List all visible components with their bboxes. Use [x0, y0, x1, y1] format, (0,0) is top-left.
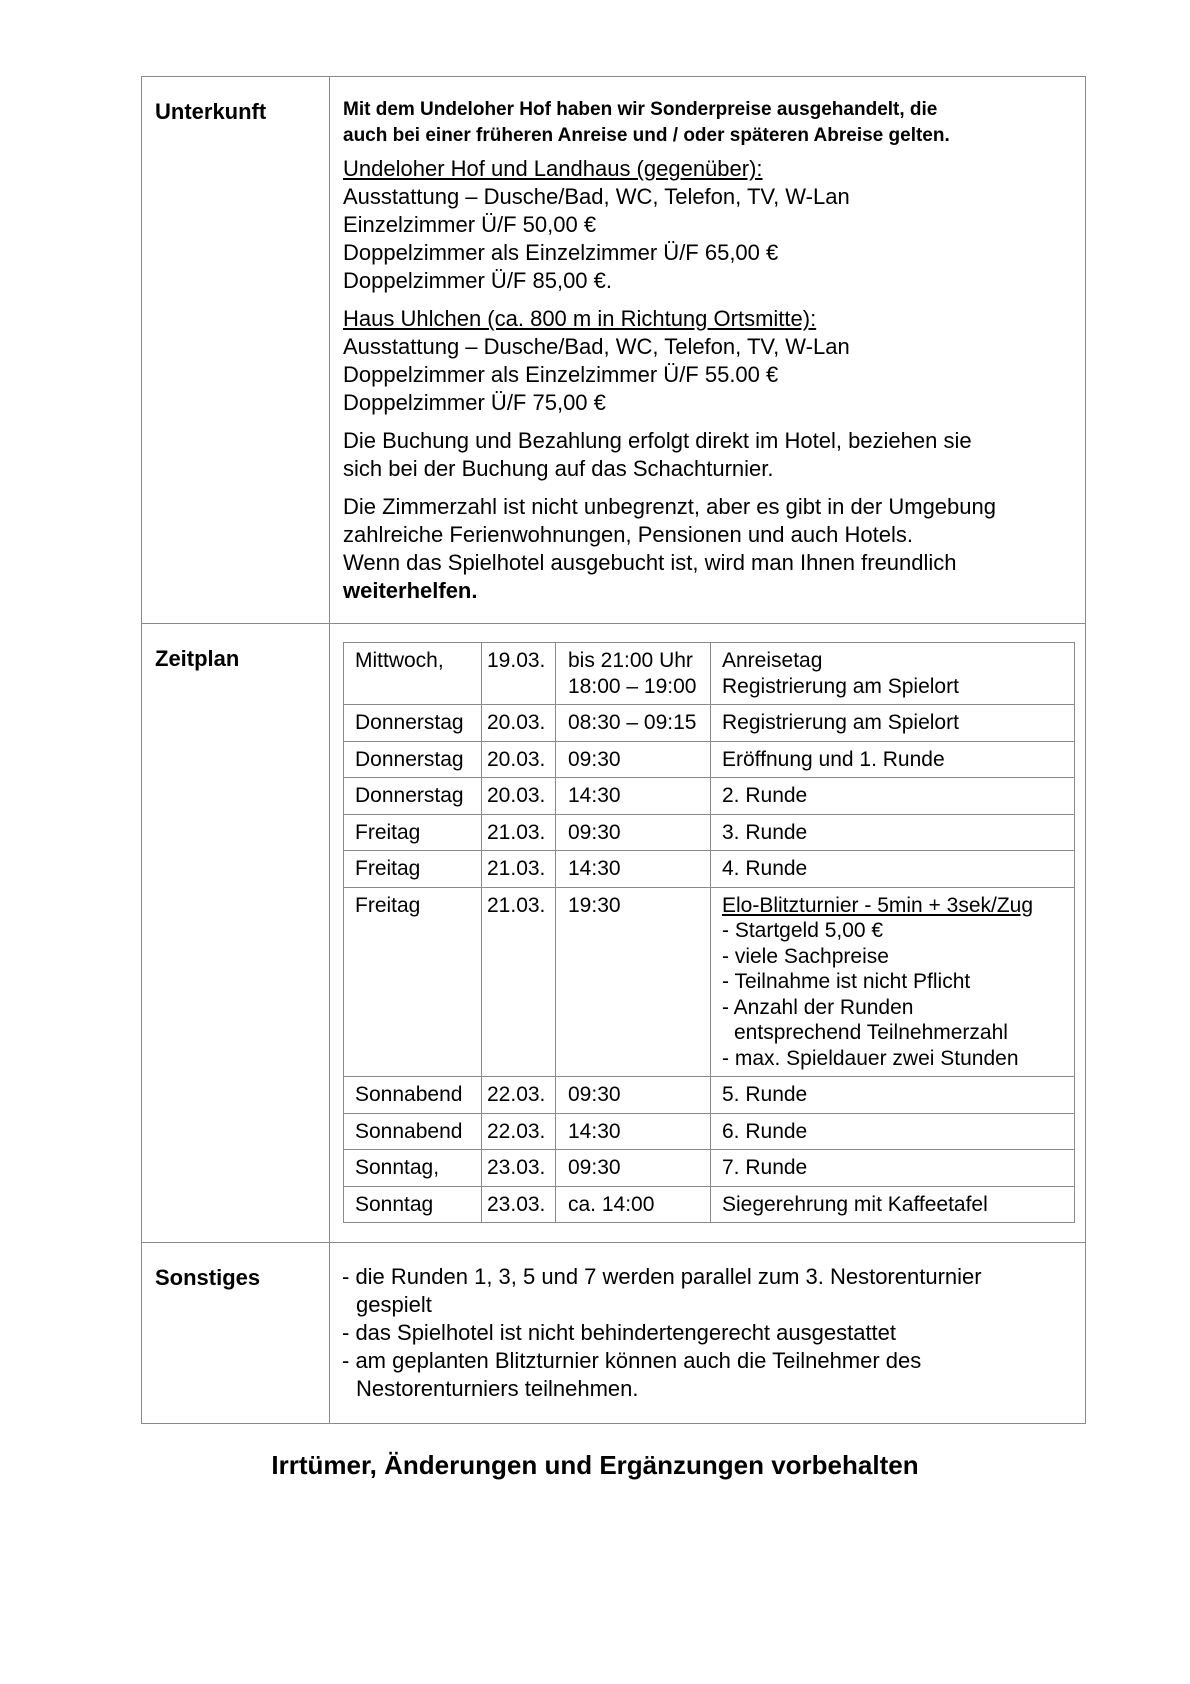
date-cell-line: 21.03.	[487, 893, 546, 917]
booking-paragraph	[343, 427, 1073, 483]
zeitplan-content	[330, 624, 1086, 1243]
hotel-line: Doppelzimmer Ü/F 75,00 €	[343, 390, 606, 415]
unterkunft-content	[330, 77, 1086, 624]
date-cell	[482, 887, 556, 1077]
event-cell-line: 2. Runde	[722, 784, 808, 807]
event-cell-line: 7. Runde	[722, 1156, 808, 1179]
row-unterkunft	[142, 77, 1086, 624]
day-cell-line: Donnerstag	[355, 711, 464, 734]
time-cell-line: 09:30	[568, 1156, 621, 1179]
event-cell-line: Registrierung am Spielort	[722, 674, 959, 698]
event-cell	[711, 1150, 1075, 1187]
event-cell	[711, 778, 1075, 815]
day-cell	[344, 1186, 482, 1223]
event-cell	[711, 1186, 1075, 1223]
date-cell	[482, 643, 556, 705]
sonstiges-content	[330, 1243, 1086, 1424]
date-cell	[482, 1150, 556, 1187]
day-cell	[344, 741, 482, 778]
event-cell-line: Eröffnung und 1. Runde	[722, 747, 945, 771]
event-cell-line: Elo-Blitzturnier - 5min + 3sek/Zug	[722, 893, 1034, 917]
date-cell-line: 22.03.	[487, 1083, 546, 1106]
event-cell-line: 5. Runde	[722, 1083, 808, 1106]
event-cell-line: - max. Spieldauer zwei Stunden	[722, 1046, 1019, 1070]
label-sonstiges: Sonstiges	[142, 1243, 330, 1424]
schedule-table	[343, 642, 1075, 1223]
schedule-row	[344, 1113, 1075, 1150]
footer-disclaimer: Irrtümer, Änderungen und Ergänzungen vorbehalten	[271, 1450, 919, 1480]
day-cell-line: Donnerstag	[355, 747, 464, 771]
time-cell	[556, 851, 711, 888]
time-cell	[556, 887, 711, 1077]
intro-text	[343, 97, 1073, 149]
time-cell	[556, 1077, 711, 1114]
paragraph-line-bold: weiterhelfen.	[343, 578, 478, 603]
hotel-heading: Undeloher Hof und Landhaus (gegenüber):	[343, 156, 763, 181]
event-cell	[711, 851, 1075, 888]
event-cell	[711, 643, 1075, 705]
paragraph-line: sich bei der Buchung auf das Schachturnier.	[343, 456, 774, 481]
day-cell-line: Mittwoch,	[355, 649, 444, 672]
date-cell-line: 23.03.	[487, 1156, 546, 1179]
day-cell-line: Freitag	[355, 820, 421, 844]
time-cell	[556, 778, 711, 815]
date-cell-line: 19.03.	[487, 649, 546, 672]
time-cell-line: 09:30	[568, 747, 621, 771]
event-cell-line: 6. Runde	[722, 1119, 808, 1143]
event-cell	[711, 1113, 1075, 1150]
time-cell	[556, 1186, 711, 1223]
date-cell	[482, 814, 556, 851]
time-cell	[556, 643, 711, 705]
day-cell	[344, 814, 482, 851]
event-cell	[711, 705, 1075, 742]
event-cell-line: - Teilnahme ist nicht Pflicht	[722, 970, 971, 993]
day-cell	[344, 643, 482, 705]
label-unterkunft: Unterkunft	[142, 77, 330, 624]
time-cell	[556, 1113, 711, 1150]
date-cell-line: 22.03.	[487, 1119, 546, 1143]
hotel-line: Doppelzimmer Ü/F 85,00 €.	[343, 268, 612, 293]
intro-line: auch bei einer früheren Anreise und / oder späteren Abreise gelten.	[343, 125, 950, 146]
day-cell-line: Donnerstag	[355, 784, 464, 807]
date-cell-line: 20.03.	[487, 784, 546, 807]
day-cell	[344, 851, 482, 888]
hotel-line: Doppelzimmer als Einzelzimmer Ü/F 65,00 €	[343, 240, 779, 265]
time-cell-line: 18:00 – 19:00	[568, 674, 697, 698]
schedule-row	[344, 1186, 1075, 1223]
label-zeitplan: Zeitplan	[142, 624, 330, 1243]
schedule-row	[344, 643, 1075, 705]
date-cell-line: 20.03.	[487, 711, 546, 734]
day-cell-line: Freitag	[355, 893, 421, 917]
schedule-row	[344, 778, 1075, 815]
note-line: Nestorenturniers teilnehmen.	[356, 1376, 639, 1401]
event-cell-line: 3. Runde	[722, 820, 808, 844]
note-line: - die Runden 1, 3, 5 und 7 werden parallel zum 3. Nestorenturnier	[342, 1264, 982, 1289]
paragraph-line: Die Buchung und Bezahlung erfolgt direkt im Hotel, beziehen sie	[343, 428, 972, 453]
day-cell-line: Sonnabend	[355, 1119, 463, 1143]
rooms-paragraph	[343, 493, 1073, 605]
event-cell	[711, 1077, 1075, 1114]
event-cell-line: 4. Runde	[722, 857, 808, 880]
time-cell	[556, 814, 711, 851]
schedule-row	[344, 851, 1075, 888]
date-cell-line: 21.03.	[487, 857, 546, 880]
intro-line: Mit dem Undeloher Hof haben wir Sonderpreise ausgehandelt, die	[343, 99, 938, 120]
event-cell	[711, 741, 1075, 778]
schedule-row	[344, 1150, 1075, 1187]
time-cell-line: 08:30 – 09:15	[568, 711, 697, 734]
date-cell	[482, 778, 556, 815]
date-cell	[482, 705, 556, 742]
hotel-line: Ausstattung – Dusche/Bad, WC, Telefon, TV, W-Lan	[343, 184, 850, 209]
day-cell-line: Freitag	[355, 857, 421, 880]
paragraph-line: Wenn das Spielhotel ausgebucht ist, wird man Ihnen freundlich	[343, 550, 957, 575]
schedule-body	[344, 643, 1075, 1223]
time-cell-line: 19:30	[568, 893, 621, 917]
date-cell	[482, 1113, 556, 1150]
schedule-row	[344, 1077, 1075, 1114]
schedule-row	[344, 887, 1075, 1077]
event-cell	[711, 887, 1075, 1077]
event-cell-line: Anreisetag	[722, 649, 823, 672]
event-cell-line: Siegerehrung mit Kaffeetafel	[722, 1192, 988, 1216]
time-cell-line: 09:30	[568, 820, 621, 844]
time-cell-line: 14:30	[568, 784, 621, 807]
row-sonstiges	[142, 1243, 1086, 1424]
schedule-row	[344, 705, 1075, 742]
day-cell-line: Sonntag,	[355, 1156, 440, 1179]
time-cell-line: 09:30	[568, 1083, 621, 1106]
time-cell-line: 14:30	[568, 857, 621, 880]
hotel-line: Einzelzimmer Ü/F 50,00 €	[343, 212, 597, 237]
day-cell	[344, 705, 482, 742]
day-cell-line: Sonntag	[355, 1192, 434, 1216]
paragraph-line: Die Zimmerzahl ist nicht unbegrenzt, aber es gibt in der Umgebung	[343, 494, 996, 519]
day-cell	[344, 887, 482, 1077]
event-cell-line: entsprechend Teilnehmerzahl	[734, 1021, 1008, 1044]
hotel-heading: Haus Uhlchen (ca. 800 m in Richtung Ortsmitte):	[343, 306, 817, 331]
date-cell	[482, 851, 556, 888]
date-cell-line: 23.03.	[487, 1192, 546, 1216]
hotel-undeloher-hof	[343, 155, 1073, 295]
time-cell	[556, 705, 711, 742]
date-cell-line: 20.03.	[487, 747, 546, 771]
info-table	[141, 76, 1086, 1424]
date-cell	[482, 741, 556, 778]
event-cell	[711, 814, 1075, 851]
note-line: - am geplanten Blitzturnier können auch die Teilnehmer des	[342, 1348, 922, 1373]
time-cell	[556, 1150, 711, 1187]
time-cell-line: ca. 14:00	[568, 1192, 655, 1216]
row-zeitplan	[142, 624, 1086, 1243]
date-cell	[482, 1077, 556, 1114]
time-cell	[556, 741, 711, 778]
hotel-line: Doppelzimmer als Einzelzimmer Ü/F 55.00 €	[343, 362, 779, 387]
day-cell	[344, 1113, 482, 1150]
day-cell-line: Sonnabend	[355, 1083, 463, 1106]
date-cell	[482, 1186, 556, 1223]
time-cell-line: 14:30	[568, 1119, 621, 1143]
date-cell-line: 21.03.	[487, 820, 546, 844]
hotel-line: Ausstattung – Dusche/Bad, WC, Telefon, TV, W-Lan	[343, 334, 850, 359]
note-line: - das Spielhotel ist nicht behindertengerecht ausgestattet	[342, 1320, 897, 1345]
time-cell-line: bis 21:00 Uhr	[568, 649, 693, 672]
event-cell-line: - Startgeld 5,00 €	[722, 919, 884, 942]
hotel-haus-uhlchen	[343, 305, 1073, 417]
event-cell-line: - Anzahl der Runden	[722, 995, 914, 1019]
schedule-row	[344, 741, 1075, 778]
day-cell	[344, 1150, 482, 1187]
note-line: gespielt	[356, 1292, 432, 1317]
schedule-row	[344, 814, 1075, 851]
paragraph-line: zahlreiche Ferienwohnungen, Pensionen und auch Hotels.	[343, 522, 913, 547]
event-cell-line: - viele Sachpreise	[722, 944, 889, 968]
event-cell-line: Registrierung am Spielort	[722, 711, 959, 734]
day-cell	[344, 778, 482, 815]
day-cell	[344, 1077, 482, 1114]
